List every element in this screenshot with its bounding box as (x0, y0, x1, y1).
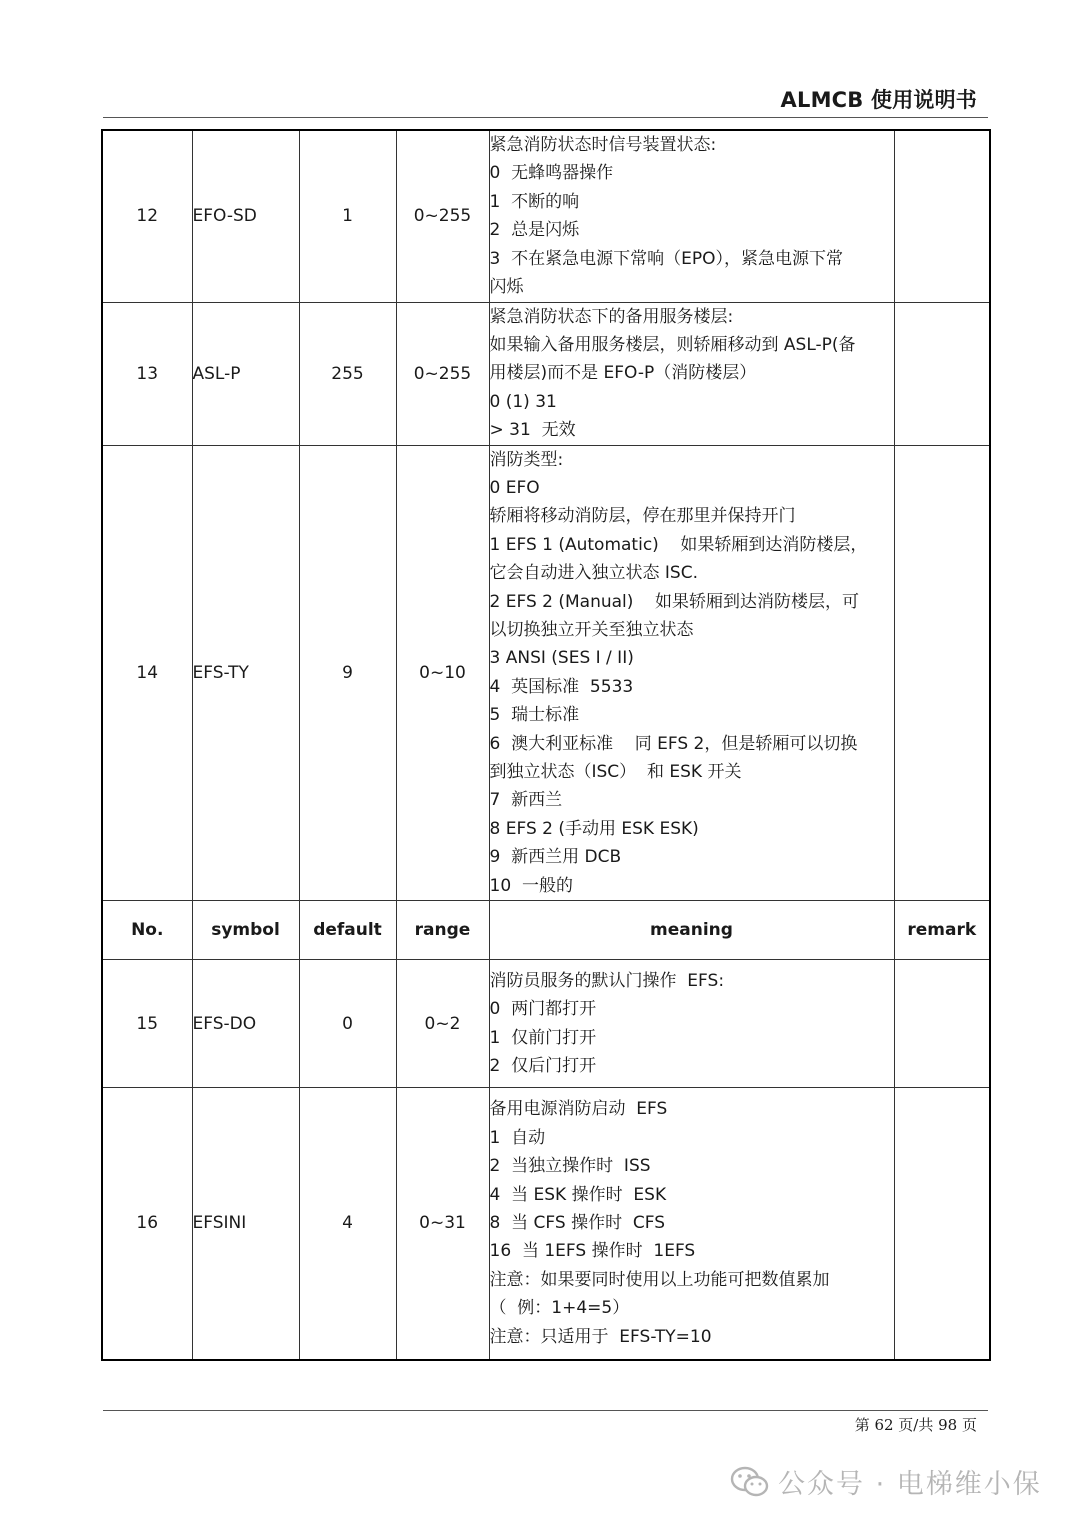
meaning-line: 轿厢将移动消防层，停在那里并保持开门 (489, 506, 796, 527)
cell-no: 12 (102, 130, 192, 302)
cell-default: 1 (299, 130, 396, 302)
cell-symbol: EFS-TY (192, 445, 299, 901)
table-row (102, 1088, 990, 1360)
cell-range: 0~255 (396, 130, 489, 302)
cell-default: 255 (299, 302, 396, 445)
cell-symbol: EFS-DO (192, 960, 299, 1088)
cell-no: 15 (102, 960, 192, 1088)
meaning-line: 0 无蜂鸣器操作 (489, 163, 614, 184)
cell-meaning (489, 302, 894, 445)
meaning-line: 紧急消防状态时信号装置状态: (489, 135, 717, 156)
meaning-line: 8 EFS 2 (手动用 ESK ESK) (489, 818, 699, 839)
cell-no: 13 (102, 302, 192, 445)
header-remark: remark (894, 901, 990, 960)
wechat-icon (730, 1465, 770, 1499)
cell-range: 0~10 (396, 445, 489, 901)
meaning-line: 1 不断的响 (489, 191, 580, 212)
cell-no: 14 (102, 445, 192, 901)
meaning-line: 16 当 1EFS 操作时 1EFS (489, 1241, 696, 1262)
meaning-line: 2 总是闪烁 (489, 220, 580, 241)
meaning-line: 消防类型: (489, 449, 564, 470)
meaning-line: 1 仅前门打开 (489, 1027, 597, 1048)
meaning-line: 0 (1) 31 (489, 391, 557, 412)
cell-default: 9 (299, 445, 396, 901)
meaning-line: 注意：只适用于 EFS-TY=10 (489, 1326, 712, 1347)
meaning-line: 如果输入备用服务楼层，则轿厢移动到 ASL-P(备 (489, 334, 856, 355)
meaning-line: 用楼层)而不是 EFO-P（消防楼层） (489, 363, 757, 384)
meaning-line: 8 当 CFS 操作时 CFS (489, 1213, 666, 1234)
header-symbol: symbol (192, 901, 299, 960)
cell-range: 0~255 (396, 302, 489, 445)
meaning-line: 紧急消防状态下的备用服务楼层: (489, 306, 734, 327)
cell-symbol: ASL-P (192, 302, 299, 445)
meaning-line: 3 ANSI (SES I / II) (489, 648, 634, 669)
cell-meaning (489, 1088, 894, 1360)
meaning-line: 0 EFO (489, 477, 540, 498)
meaning-line: 2 当独立操作时 ISS (489, 1156, 651, 1177)
header-range: range (396, 901, 489, 960)
meaning-line: 4 当 ESK 操作时 ESK (489, 1184, 667, 1205)
meaning-line: 注意：如果要同时使用以上功能可把数值累加 (489, 1269, 830, 1290)
table-row (102, 302, 990, 445)
meaning-line: 0 两门都打开 (489, 999, 597, 1020)
cell-meaning (489, 445, 894, 901)
cell-meaning (489, 130, 894, 302)
cell-remark (894, 445, 990, 901)
meaning-line: 1 EFS 1 (Automatic) 如果轿厢到达消防楼层， (489, 534, 868, 555)
cell-no: 16 (102, 1088, 192, 1360)
page-number: 第 62 页/共 98 页 (854, 1416, 977, 1434)
meaning-line: 3 不在紧急电源下常响（EPO），紧急电源下常 (489, 248, 843, 269)
watermark (730, 1462, 1042, 1501)
meaning-line: > 31 无效 (489, 420, 576, 441)
cell-remark (894, 1088, 990, 1360)
meaning-line: 到独立状态（ISC） 和 ESK 开关 (489, 762, 742, 782)
table-row (102, 130, 990, 302)
meaning-line: （ 例：1+4=5） (489, 1298, 630, 1319)
cell-meaning (489, 960, 894, 1088)
parameter-table (101, 129, 991, 1361)
header-default: default (299, 901, 396, 960)
watermark-text: 公众号 · 电梯维小保 (778, 1469, 1042, 1500)
table-row (102, 445, 990, 901)
meaning-line: 它会自动进入独立状态 ISC. (489, 563, 698, 584)
cell-remark (894, 960, 990, 1088)
meaning-line: 6 澳大利亚标准 同 EFS 2，但是轿厢可以切换 (489, 733, 858, 754)
meaning-line: 9 新西兰用 DCB (489, 847, 622, 868)
cell-range: 0~31 (396, 1088, 489, 1360)
table-header-row (102, 901, 990, 960)
cell-default: 0 (299, 960, 396, 1088)
meaning-line: 闪烁 (489, 277, 524, 298)
meaning-line: 备用电源消防启动 EFS (489, 1099, 668, 1120)
cell-symbol: EFSINI (192, 1088, 299, 1360)
meaning-line: 10 一般的 (489, 875, 573, 896)
meaning-line: 2 EFS 2 (Manual) 如果轿厢到达消防楼层，可 (489, 591, 860, 612)
meaning-line: 7 新西兰 (489, 790, 563, 811)
meaning-line: 5 瑞士标准 (489, 705, 580, 726)
meaning-line: 2 仅后门打开 (489, 1055, 597, 1076)
table-row (102, 960, 990, 1088)
cell-remark (894, 130, 990, 302)
meaning-line: 1 自动 (489, 1127, 546, 1148)
header-divider (103, 117, 988, 118)
header-no: No. (102, 901, 192, 960)
cell-symbol: EFO-SD (192, 130, 299, 302)
meaning-line: 4 英国标准 5533 (489, 676, 634, 697)
cell-range: 0~2 (396, 960, 489, 1088)
document-title: ALMCB 使用说明书 (780, 88, 977, 112)
meaning-line: 以切换独立开关至独立状态 (489, 619, 694, 640)
cell-remark (894, 302, 990, 445)
footer-divider (103, 1410, 988, 1411)
meaning-line: 消防员服务的默认门操作 EFS: (489, 970, 725, 991)
header-meaning: meaning (489, 901, 894, 960)
cell-default: 4 (299, 1088, 396, 1360)
